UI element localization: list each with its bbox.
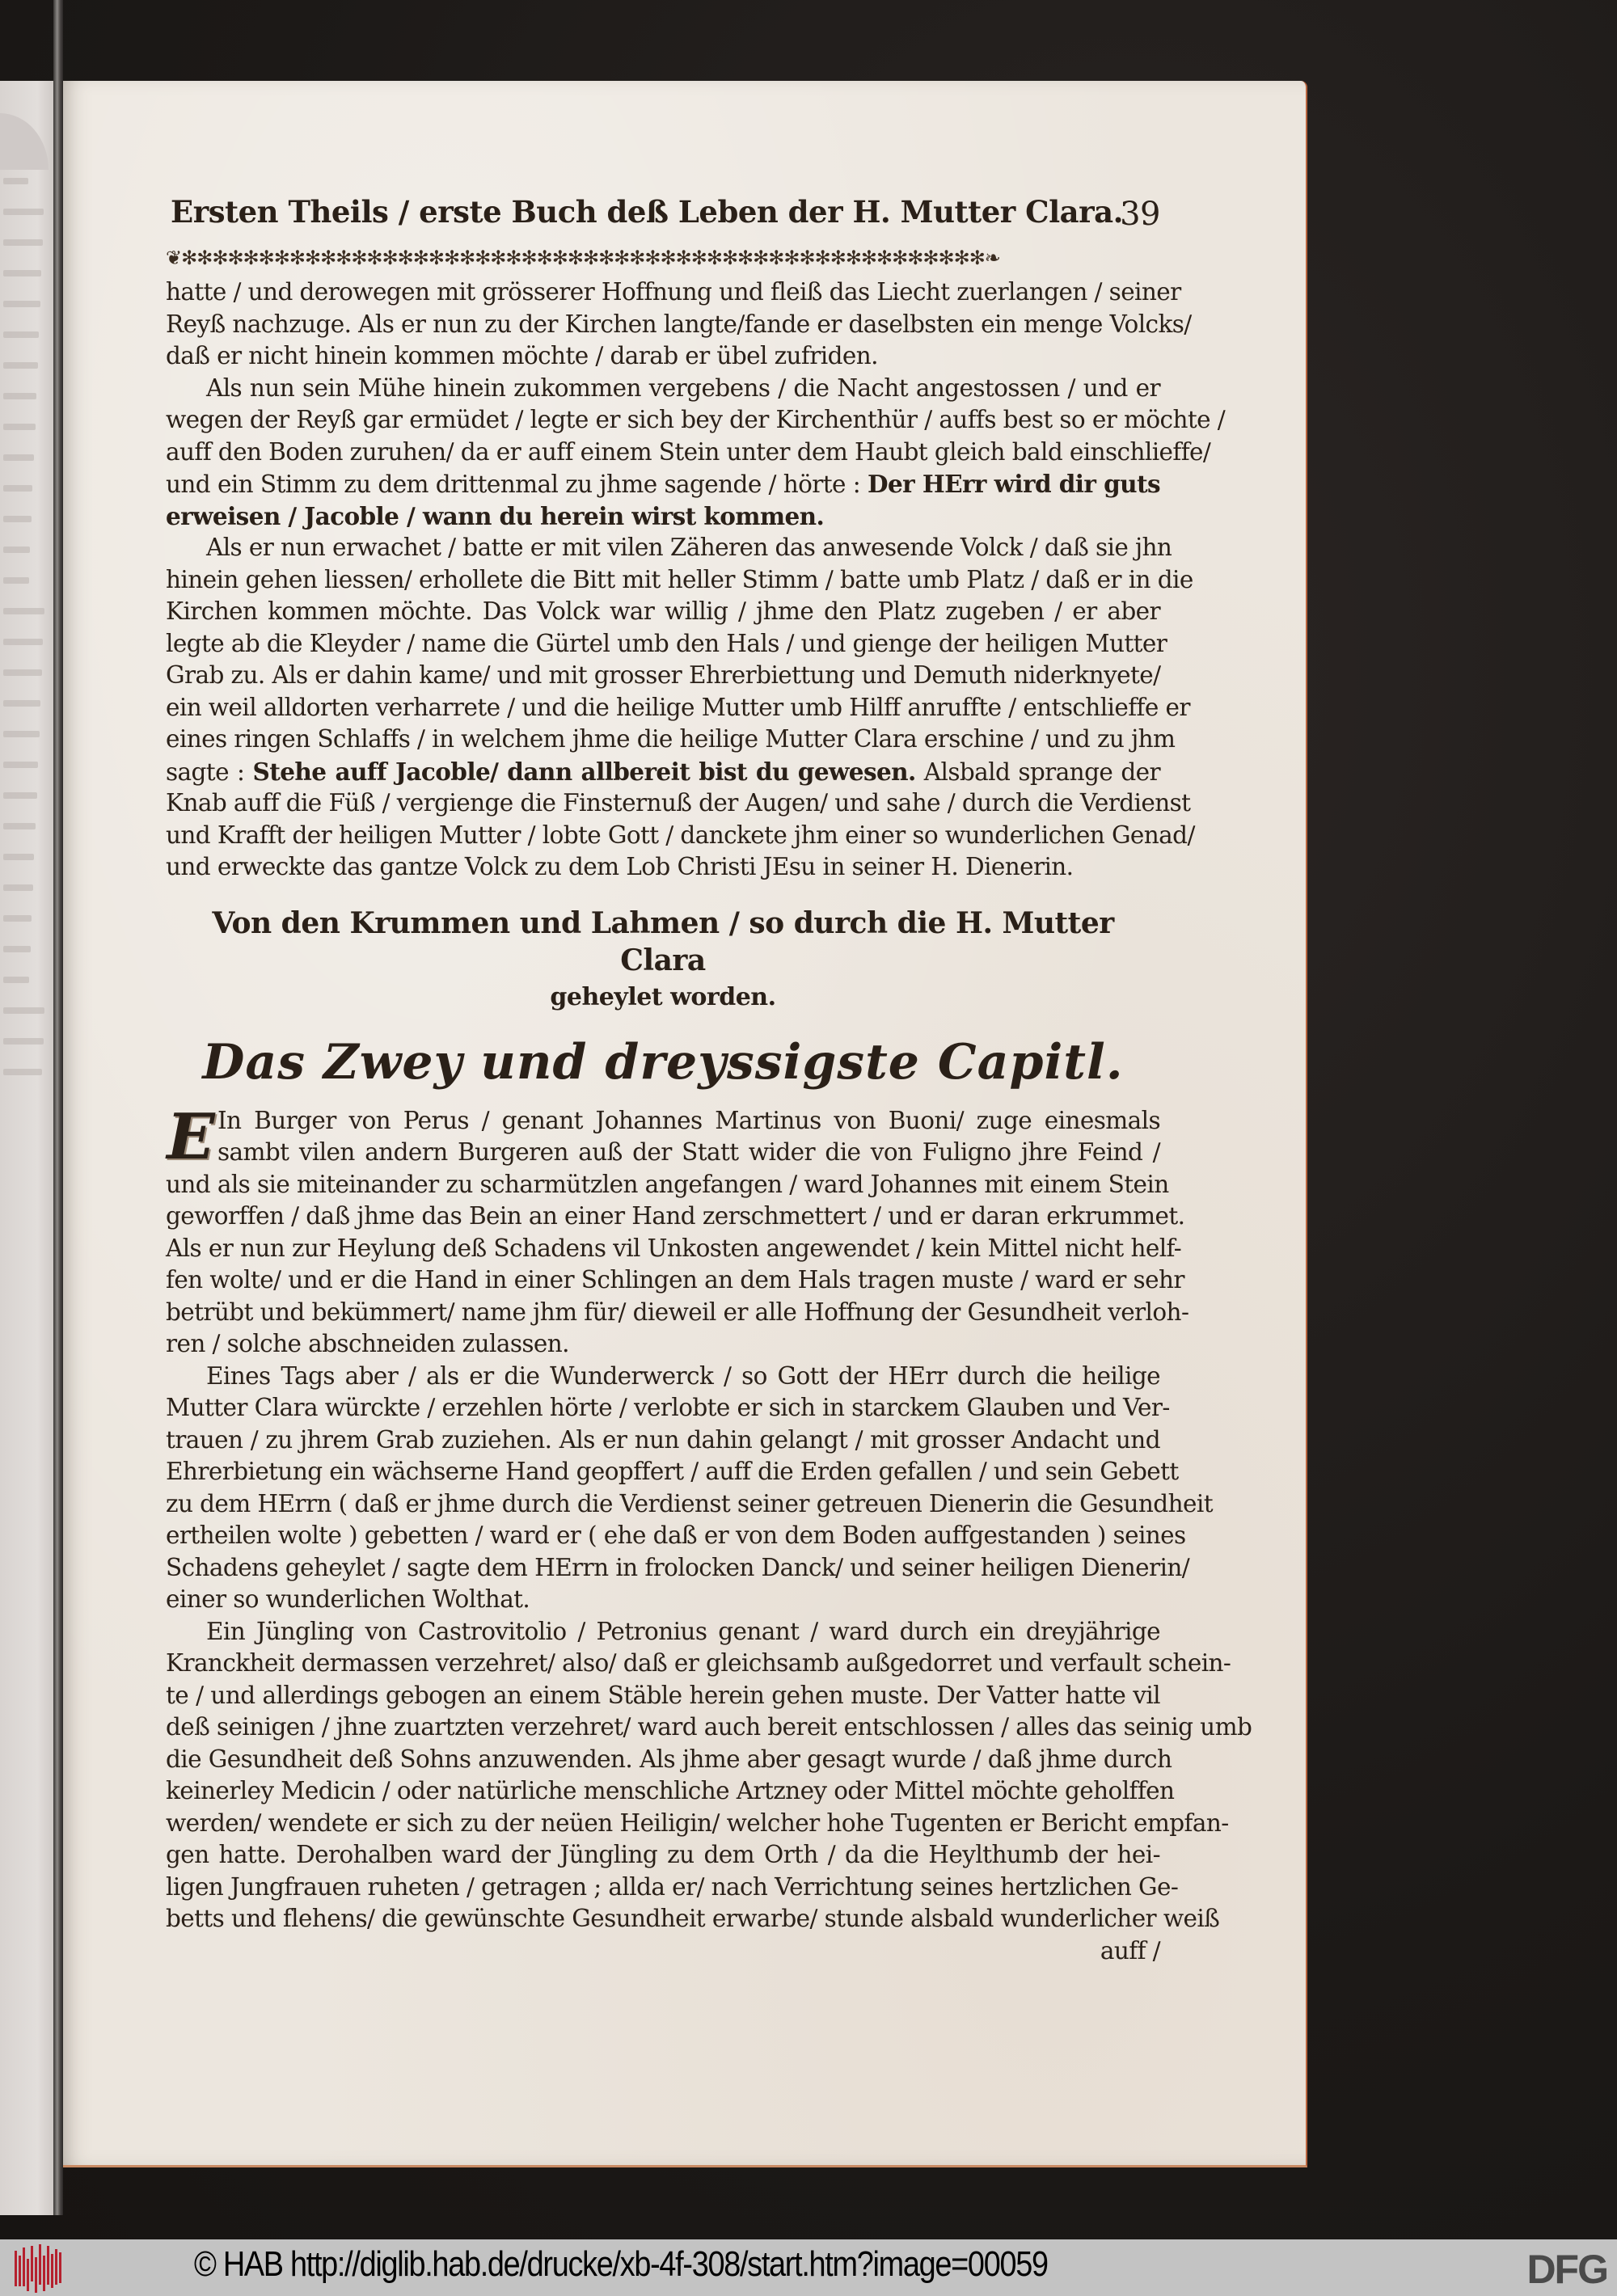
faded-line (3, 854, 34, 860)
text-line: und ein Stimm zu dem drittenmal zu jhme sagende / hörte : Der HErr wird dir guts (166, 470, 1160, 498)
paragraph (166, 1099, 1189, 1361)
faded-line (3, 424, 36, 430)
text-line: Eines Tags aber / als er die Wunderwerck / so Gott der HErr durch die heilige (206, 1361, 1160, 1390)
text-line: sagte : Stehe auff Jacoble/ dann allbereit bist du gewesen. Alsbald sprange der (166, 757, 1160, 786)
text-line: gen hatte. Derohalben ward der Jüngling zu dem Orth / da die Heylthumb der hei- (166, 1841, 1160, 1868)
faded-line (3, 178, 28, 184)
faded-line (3, 577, 29, 584)
text-line: Reyß nachzuge. Als er nun zu der Kirchen langte/fande er daselbsten ein menge Volcks/ (166, 310, 1192, 338)
ornament-rule: ❦✻✻✻✻✻✻✻✻✻✻✻✻✻✻✻✻✻✻✻✻✻✻✻✻✻✻✻✻✻✻✻✻✻✻✻✻✻✻✻✻✻✻✻✻✻✻✻✻✻✻✻✻❧ (166, 247, 1000, 269)
paragraph (166, 373, 1226, 533)
text-line: zu dem HErrn ( daß er jhme durch die Verdienst seiner getreuen Dienerin die Gesundheit (166, 1489, 1213, 1517)
scanned-page (63, 81, 1307, 2167)
faded-line (3, 485, 32, 492)
running-head (166, 194, 1160, 246)
faded-line (3, 362, 38, 369)
text-line: legte ab die Kleyder / name die Gürtel umb den Hals / und gienge der heiligen Mutter (166, 629, 1167, 657)
text-line: Grab zu. Als er dahin kame/ und mit grosser Ehrerbiettung und Demuth niderknyete/ (166, 661, 1161, 689)
faded-line (3, 977, 29, 983)
faded-text-lines (3, 178, 45, 1099)
text-line: trauen / zu jhrem Grab zuziehen. Als er nun dahin gelangt / mit grosser Andacht und (166, 1425, 1160, 1454)
faded-line (3, 884, 33, 891)
text-line: Knab auff die Füß / vergienge die Finsternuß der Augen/ und sahe / durch die Verdienst (166, 789, 1191, 817)
text-line: keinerley Medicin / oder natürliche menschliche Artzney oder Mittel möchte geholffen (166, 1777, 1175, 1804)
emphasis-text: Stehe auff Jacoble/ dann allbereit bist du gewesen. (252, 757, 916, 786)
text-line: und als sie miteinander zu scharmützlen angefangen / ward Johannes mit einem Stein (166, 1170, 1169, 1198)
faded-line (3, 301, 40, 307)
text-line: und erweckte das gantze Volck zu dem Lob Christi JEsu in seiner H. Dienerin. (166, 853, 1074, 880)
text-line: hinein gehen liessen/ erhollete die Bitt mit heller Stimm / batte umb Platz / daß er in die (166, 565, 1193, 593)
text-line: Als nun sein Mühe hinein zukommen vergebens / die Nacht angestossen / und er (206, 374, 1160, 402)
text-line: die Gesundheit deß Sohns anzuwenden. Als jhme aber gesagt wurde / daß jhme durch (166, 1745, 1172, 1773)
section-heading-line: Von den Krummen und Lahmen / so durch die H. Mutter Clara (212, 905, 1114, 977)
copyright-url-link[interactable]: © HAB http://diglib.hab.de/drucke/xb-4f-308/start.htm?image=00059 (194, 2244, 1048, 2284)
drop-cap: E (167, 1099, 215, 1174)
faded-line (3, 1069, 42, 1075)
faded-line (3, 762, 38, 768)
faded-line (3, 915, 32, 922)
text-line: Schadens geheylet / sagte dem HErrn in frolocken Danck/ und seiner heiligen Dienerin/ (166, 1553, 1190, 1581)
text-line: auff den Boden zuruhen/ da er auff einem Stein unter dem Haubt gleich bald einschlieffe/ (166, 437, 1211, 466)
text-line: ertheilen wolte ) gebetten / ward er ( ehe daß er von dem Boden auffgestanden ) seines (166, 1522, 1186, 1549)
emphasis-text: Der HErr wird dir guts (867, 470, 1160, 498)
text-line: Ehrerbietung ein wächserne Hand geopffert / auff die Erden gefallen / und sein Gebett (166, 1458, 1179, 1485)
text-block (166, 194, 1252, 1967)
text-line: hatte / und derowegen mit grösserer Hoffnung und fleiß das Liecht zuerlangen / seiner (166, 278, 1181, 306)
text-line: werden/ wendete er sich zu der neüen Heiligin/ welcher hohe Tugenten er Bericht empfan- (166, 1809, 1229, 1837)
page-number: 39 (1120, 196, 1160, 233)
faded-line (3, 239, 43, 246)
previous-page-edge (0, 81, 56, 2215)
text-line: ein weil alldorten verharrete / und die heilige Mutter umb Hilff anruffte / entschlieffe er (166, 693, 1190, 721)
faded-line (3, 209, 44, 215)
text-line: geworffen / daß jhme das Bein an einer Hand zerschmettert / und er daran erkrummet. (166, 1202, 1185, 1230)
text-line: daß er nicht hinein kommen möchte / darab er übel zufriden. (166, 342, 878, 369)
faded-line (3, 946, 31, 952)
faded-line (3, 731, 40, 737)
faded-line (3, 700, 40, 707)
faded-line (3, 1007, 44, 1014)
text-line: deß seinigen / jhne zuartzten verzehret/ ward auch bereit entschlossen / alles das seinig umb (166, 1713, 1252, 1741)
text-line: Mutter Clara würckte / erzehlen hörte / verlobte er sich in starckem Glauben und Ver- (166, 1394, 1170, 1421)
text-line: ren / solche abschneiden zulassen. (166, 1330, 569, 1357)
text-line: Kranckheit dermassen verzehret/ also/ daß er gleichsamb außgedorret und verfault schein- (166, 1649, 1231, 1677)
paragraph (166, 276, 1192, 373)
text-line: betrübt und bekümmert/ name jhm für/ dieweil er alle Hoffnung der Gesundheit verloh- (166, 1298, 1189, 1326)
paragraph (166, 1616, 1252, 1935)
dfg-logo-icon: DFG (1526, 2247, 1607, 2292)
text-line: Ein Jüngling von Castrovitolio / Petronius genant / ward durch ein dreyjährige (206, 1617, 1160, 1645)
hab-logo-icon (8, 2243, 66, 2293)
faded-line (3, 823, 36, 829)
faded-line (3, 331, 39, 338)
text-line: sambt vilen andern Burgeren auß der Statt wider die von Fuligno jhre Feind / (217, 1138, 1160, 1166)
paragraph (166, 1361, 1213, 1616)
text-line: Als er nun zur Heylung deß Schadens vil Unkosten angewendet / kein Mittel nicht helf- (166, 1234, 1182, 1262)
catchword: auff / (1100, 1936, 1160, 1965)
text-line: Als er nun erwachet / batte er mit vilen Zäheren das anwesende Volck / daß sie jhn (206, 534, 1172, 561)
faded-line (3, 1038, 44, 1045)
text-line: fen wolte/ und er die Hand in einer Schlingen an dem Hals tragen muste / ward er sehr (166, 1266, 1184, 1294)
text-line: te / und allerdings gebogen an einem Stäble herein gehen muste. Der Vatter hatte vil (166, 1681, 1160, 1709)
text-line: einer so wunderlichen Wolthat. (166, 1585, 530, 1613)
text-line: Kirchen kommen möchte. Das Volck war willig / jhme den Platz zugeben / er aber (166, 597, 1160, 625)
text-line: und Krafft der heiligen Mutter / lobte Gott / danckete jhm einer so wunderlichen Genad/ (166, 821, 1195, 849)
section-heading-line: geheylet worden. (550, 982, 776, 1011)
chapter-title: Das Zwey und dreyssigste Capitl. (202, 1033, 1124, 1091)
faded-line (3, 393, 36, 399)
text-line: In Burger von Perus / genant Johannes Martinus von Buoni/ zuge einesmals (217, 1106, 1160, 1134)
footer-bar (0, 2239, 1617, 2296)
faded-line (3, 639, 43, 645)
faded-line (3, 516, 32, 522)
faded-line (3, 608, 44, 614)
section-heading (166, 905, 1160, 1016)
faded-line (3, 454, 34, 461)
running-head-title: Ersten Theils / erste Buch deß Leben der H. Mutter Clara. (171, 194, 1123, 230)
text-line: eines ringen Schlaffs / in welchem jhme die heilige Mutter Clara erschine / und zu jhm (166, 725, 1176, 753)
book-gutter (53, 0, 63, 2215)
page-corner-fold (0, 113, 49, 170)
paragraph (166, 532, 1195, 884)
faded-line (3, 270, 41, 276)
faded-line (3, 792, 37, 799)
text-line-bold: erweisen / Jacoble / wann du herein wirst kommen. (166, 501, 825, 530)
text-line: betts und flehens/ die gewünschte Gesundheit erwarbe/ stunde alsbald wunderlicher weiß (166, 1905, 1220, 1932)
faded-line (3, 547, 30, 553)
text-line: ligen Jungfrauen ruheten / getragen ; allda er/ nach Verrichtung seines hertzlichen Ge- (166, 1872, 1179, 1901)
text-line: wegen der Reyß gar ermüdet / legte er sich bey der Kirchenthür / auffs best so er möchte / (166, 406, 1226, 433)
faded-line (3, 669, 42, 676)
